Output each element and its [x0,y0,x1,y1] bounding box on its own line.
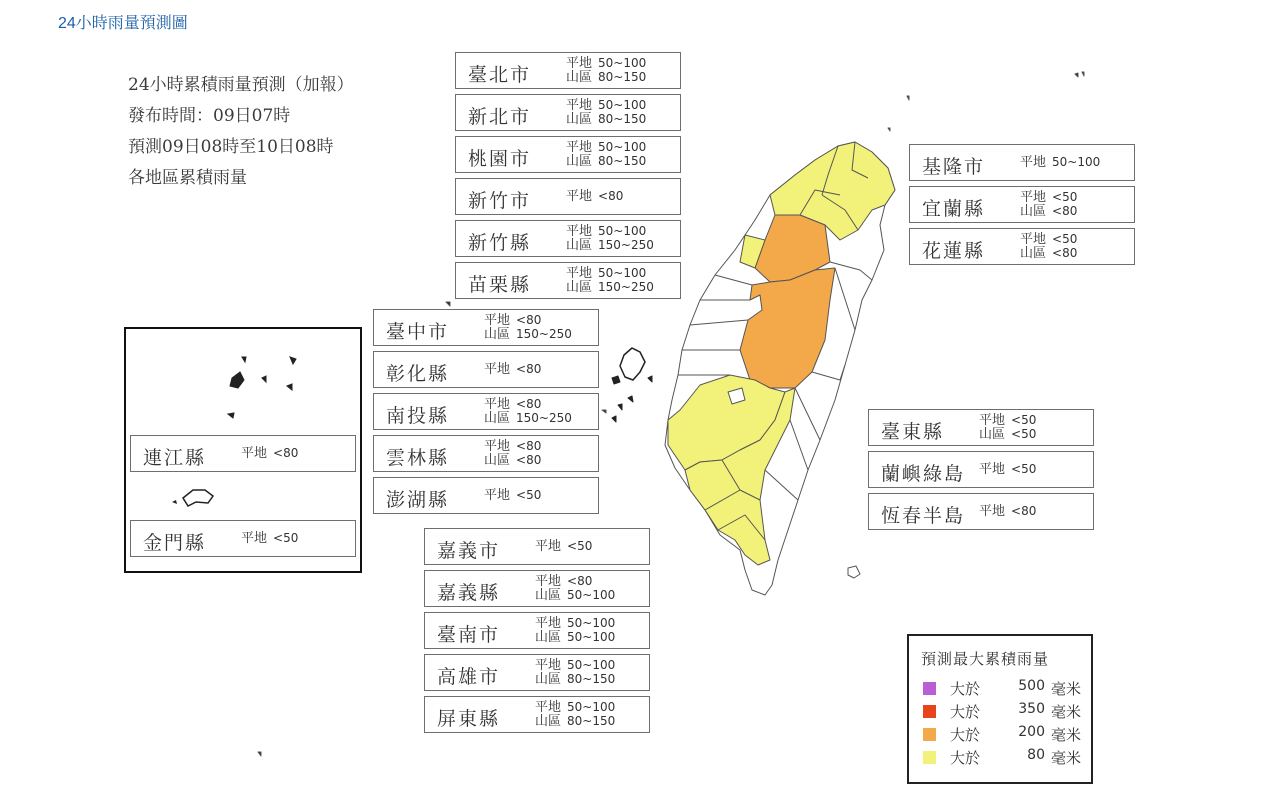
region-name: 高雄市 [437,666,501,688]
rain-row-mountain: 山區 150~250 [566,238,654,253]
rain-row-plain: 平地 <80 [484,397,542,412]
legend-swatch [923,682,936,695]
rain-row-mountain: 山區 80~150 [566,70,647,85]
region-name: 臺南市 [437,624,501,646]
region-name: 澎湖縣 [386,489,450,511]
rain-row-plain: 平地 50~100 [566,266,647,281]
region-box-lanyu [868,451,1094,488]
rain-row-mountain: 山區 80~150 [566,154,647,169]
rain-row-plain: 平地 50~100 [1020,155,1101,170]
rain-row-plain: 平地 <80 [484,439,542,454]
rain-row-mountain: 山區 50~100 [535,630,616,645]
region-box-taoyuan [455,136,681,173]
region-box-keelung [909,144,1135,181]
legend-swatch [923,705,936,718]
region-box-taipei [455,52,681,89]
info-line: 發布時間：09日07時 [128,106,291,126]
rain-row-plain: 平地 50~100 [566,56,647,71]
rain-row-plain: 平地 50~100 [535,658,616,673]
region-box-kaohsiung [424,654,650,691]
rain-row-plain: 平地 <80 [484,362,542,377]
region-name: 嘉義縣 [437,582,501,604]
rain-row-mountain: 山區 <80 [484,453,542,468]
region-box-penghu [373,477,599,514]
penghu-islands [620,348,645,380]
region-name: 苗栗縣 [468,274,532,296]
region-box-changhua [373,351,599,388]
rain-row-mountain: 山區 150~250 [484,327,572,342]
region-box-tainan [424,612,650,649]
region-name: 彰化縣 [386,363,450,385]
region-box-taichung [373,309,599,346]
rain-row-plain: 平地 <80 [979,504,1037,519]
region-box-hengchun [868,493,1094,530]
region-name: 新竹縣 [468,232,532,254]
region-box-yilan [909,186,1135,223]
orchid-island [848,566,860,578]
region-box-taitung [868,409,1094,446]
legend-swatch [923,728,936,741]
legend-swatch [923,751,936,764]
info-line: 各地區累積雨量 [128,168,247,188]
rain-row-mountain: 山區 150~250 [566,280,654,295]
region-name: 花蓮縣 [922,240,986,262]
region-name: 嘉義市 [437,540,501,562]
rain-row-mountain: 山區 50~100 [535,588,616,603]
region-name: 屏東縣 [437,708,501,730]
rain-row-plain: 平地 <50 [979,462,1037,477]
rain-row-mountain: 山區 80~150 [566,112,647,127]
page-title: 24小時雨量預測圖 [58,15,188,32]
rain-row-mountain: 山區 <80 [1020,204,1078,219]
rain-row-plain: 平地 50~100 [566,98,647,113]
region-name: 新北市 [468,106,532,128]
rainfall-legend: 預測最大累積雨量 大於 500 毫米 大於 350 毫米 大於 200 毫米 大於 80 毫米 [907,634,1093,784]
region-name: 宜蘭縣 [922,198,986,220]
rain-row-plain: 平地 <50 [1020,232,1078,247]
rain-row-mountain: 山區 <50 [979,427,1037,442]
rain-row-mountain: 山區 80~150 [535,714,616,729]
region-box-chiayicity [424,528,650,565]
rain-row-plain: 平地 <50 [1020,190,1078,205]
region-box-pingtung [424,696,650,733]
region-name: 桃園市 [468,148,532,170]
rain-row-plain: 平地 <50 [535,539,593,554]
rain-row-plain: 平地 <80 [566,189,624,204]
rain-row-plain: 平地 <50 [979,413,1037,428]
region-box-nantou [373,393,599,430]
region-box-hsinchu [455,220,681,257]
legend-title: 預測最大累積雨量 [921,650,1050,668]
info-line: 24小時累積雨量預測（加報） [128,75,354,95]
region-box-hualien [909,228,1135,265]
region-name: 新竹市 [468,190,532,212]
rain-row-mountain: 山區 150~250 [484,411,572,426]
rain-row-plain: 平地 50~100 [535,700,616,715]
rain-row-mountain: 山區 80~150 [535,672,616,687]
rain-row-plain: 平地 50~100 [566,224,647,239]
rain-row-plain: 平地 50~100 [566,140,647,155]
rain-row-plain: 平地 50~100 [535,616,616,631]
region-box-kinmen [130,520,356,557]
region-box-hsinchucity [455,178,681,215]
rain-row-plain: 平地 <80 [241,446,299,461]
info-line: 預測09日08時至10日08時 [128,137,334,157]
region-box-newtaipei [455,94,681,131]
region-name: 臺東縣 [881,421,945,443]
rain-row-plain: 平地 <50 [241,531,299,546]
region-name: 南投縣 [386,405,450,427]
region-box-yunlin [373,435,599,472]
rain-row-plain: 平地 <80 [484,313,542,328]
region-name: 雲林縣 [386,447,450,469]
rain-row-plain: 平地 <50 [484,488,542,503]
region-name: 金門縣 [143,532,207,554]
region-name: 恆春半島 [881,505,966,527]
region-box-chiayi [424,570,650,607]
region-name: 臺北市 [468,64,532,86]
region-box-miaoli [455,262,681,299]
region-name: 蘭嶼綠島 [881,463,966,485]
region-name: 連江縣 [143,447,207,469]
rain-row-mountain: 山區 <80 [1020,246,1078,261]
region-name: 臺中市 [386,321,450,343]
region-box-lienchiang [130,435,356,472]
rain-row-plain: 平地 <80 [535,574,593,589]
region-name: 基隆市 [922,156,986,178]
